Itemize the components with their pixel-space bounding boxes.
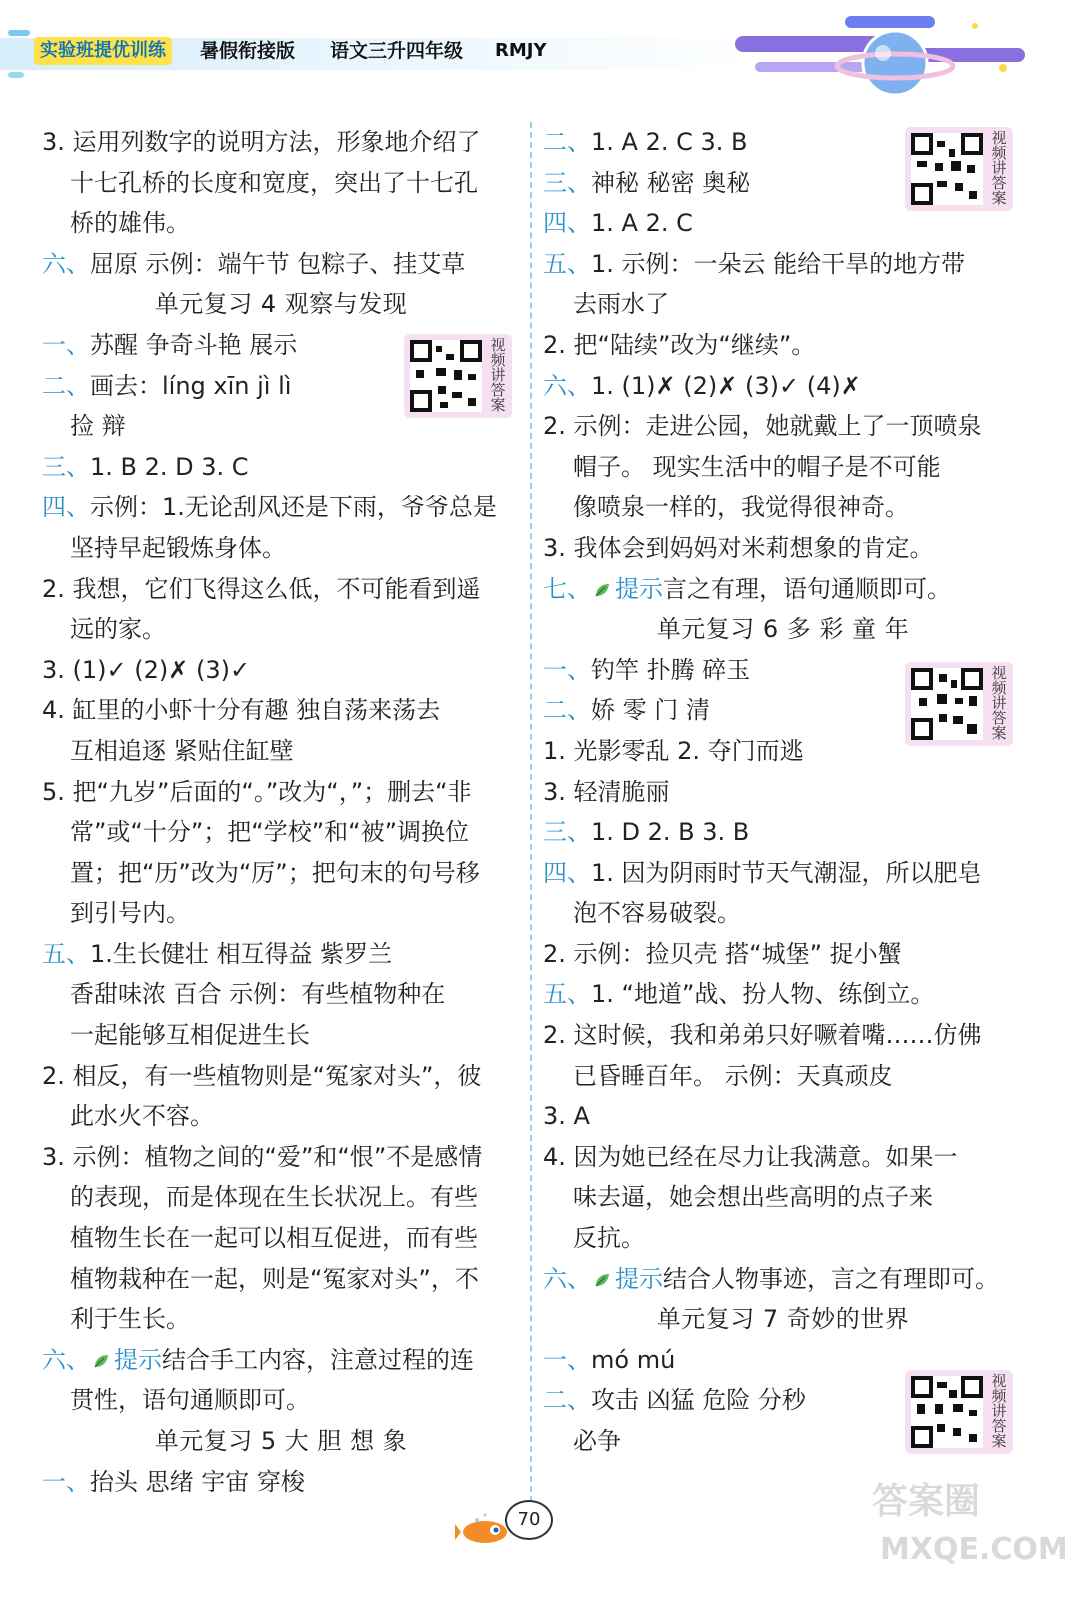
answer-line: 4. 缸里的小虾十分有趣 独自荡来荡去 — [42, 696, 441, 725]
qr-code-icon — [911, 133, 983, 205]
section-number: 六、 — [42, 249, 90, 278]
answer-text: 钓竿 扑腾 碎玉 — [591, 655, 751, 684]
answer-line — [543, 974, 1023, 1015]
answer-line: 坚持早起锻炼身体。 — [70, 533, 286, 562]
section-number: 一、 — [42, 330, 90, 359]
answer-text: 1. 示例：一朵云 能给干旱的地方带 — [591, 249, 966, 278]
answer-line: 2. 把“陆续”改为“继续”。 — [543, 330, 816, 359]
answer-line: 置；把“历”改为“厉”；把句末的句号移 — [70, 858, 480, 887]
answer-line — [543, 366, 1023, 407]
hint-label: 提示 — [114, 1345, 162, 1374]
answer-line: 的表现，而是体现在生长状况上。有些 — [70, 1183, 478, 1212]
answer-line: 3. 我体会到妈妈对米莉想象的肯定。 — [543, 533, 934, 562]
answer-line: 泡不容易破裂。 — [573, 899, 741, 928]
answer-line: 已昏睡百年。 示例：天真顽皮 — [573, 1061, 893, 1090]
unit-heading: 单元复习 6 多 彩 童 年 — [656, 615, 910, 644]
answer-line: 互相追逐 紧贴住缸壁 — [70, 736, 294, 765]
section-number: 五、 — [543, 249, 591, 278]
answer-line — [543, 812, 1023, 853]
answer-line — [543, 244, 1023, 285]
video-qr-code[interactable] — [905, 1370, 1013, 1454]
left-column — [42, 122, 520, 1502]
answer-line: 2. 示例：走进公园，她就戴上了一顶喷泉 — [543, 412, 982, 441]
answer-line: 2. 我想，它们飞得这么低，不可能看到遥 — [42, 574, 481, 603]
answer-text: 屈原 示例：端午节 包粽子、挂艾草 — [90, 249, 466, 278]
answer-line — [42, 934, 520, 975]
answer-line — [543, 1259, 1023, 1300]
section-number: 三、 — [543, 818, 591, 847]
answer-line: 5. 把“九岁”后面的“。”改为“，”；删去“非 — [42, 777, 472, 806]
header-accent — [8, 72, 24, 78]
answer-line: 远的家。 — [70, 615, 166, 644]
answer-line: 一起能够互相促进生长 — [70, 1021, 310, 1050]
qr-label: 视频讲答案 — [991, 1372, 1007, 1450]
answer-line — [42, 487, 520, 528]
hint-label: 提示 — [615, 574, 663, 603]
section-number: 一、 — [543, 1345, 591, 1374]
answer-line: 帽子。 现实生活中的帽子是不可能 — [573, 452, 941, 481]
answer-text: 1. D 2. B 3. B — [591, 818, 750, 847]
watermark-url: MXQE.COM — [880, 1532, 1068, 1567]
hint-leaf-icon — [92, 1352, 110, 1370]
answer-line: 3. 示例：植物之间的“爱”和“恨”不是感情 — [42, 1142, 483, 1171]
answer-text: 1. A 2. C — [591, 209, 693, 238]
answer-line: 桥的雄伟。 — [70, 209, 190, 238]
answer-text: mó mú — [591, 1345, 676, 1374]
answer-line: 十七孔桥的长度和宽度，突出了十七孔 — [70, 168, 478, 197]
hint-leaf-icon — [593, 581, 611, 599]
answer-line: 到引号内。 — [70, 899, 190, 928]
answer-line — [42, 1340, 520, 1381]
section-number: 三、 — [543, 168, 591, 197]
unit-heading: 单元复习 7 奇妙的世界 — [656, 1305, 910, 1334]
qr-code-icon — [911, 668, 983, 740]
answer-text: 1. “地道”战、扮人物、练倒立。 — [591, 980, 935, 1009]
answer-line: 此水火不容。 — [70, 1102, 214, 1131]
section-number: 四、 — [543, 858, 591, 887]
answer-line: 香甜味浓 百合 示例：有些植物种在 — [70, 980, 446, 1009]
section-number: 一、 — [42, 1467, 90, 1496]
answer-text: 1. B 2. D 3. C — [90, 452, 249, 481]
video-qr-code[interactable] — [905, 662, 1013, 746]
section-number: 六、 — [543, 371, 591, 400]
answer-text: 苏醒 争奇斗艳 展示 — [90, 330, 298, 359]
section-number: 七、 — [543, 574, 591, 603]
answer-line: 3. 轻清脆丽 — [543, 777, 670, 806]
answer-line — [543, 853, 1023, 894]
section-number: 六、 — [543, 1264, 591, 1293]
hint-leaf-icon — [593, 1271, 611, 1289]
page-number: 70 — [505, 1500, 553, 1540]
answer-text: 结合手工内容，注意过程的连 — [162, 1345, 474, 1374]
answer-line: 反抗。 — [573, 1224, 645, 1253]
answer-text: 1.生长健壮 相互得益 紫罗兰 — [90, 939, 393, 968]
answer-text: 抬头 思绪 宇宙 穿梭 — [90, 1467, 305, 1496]
answer-line — [42, 447, 520, 488]
right-column — [543, 122, 1023, 1462]
page-header — [0, 0, 1073, 115]
answer-line: 3. 运用列数字的说明方法，形象地介绍了 — [42, 128, 481, 156]
answer-line: 捡 辩 — [70, 412, 126, 441]
section-number: 一、 — [543, 655, 591, 684]
answer-line: 1. 光影零乱 2. 夺门而逃 — [543, 736, 804, 765]
answer-line — [543, 569, 1023, 610]
answer-line: 去雨水了 — [573, 290, 669, 319]
section-number: 二、 — [42, 371, 90, 400]
section-number: 四、 — [543, 209, 591, 238]
qr-code-icon — [911, 1376, 983, 1448]
answer-text: 1. (1)✗ (2)✗ (3)✓ (4)✗ — [591, 371, 861, 400]
unit-heading: 单元复习 4 观察与发现 — [154, 290, 408, 319]
answer-line: 利于生长。 — [70, 1305, 190, 1334]
answer-line: 2. 相反，有一些植物则是“冤家对头”，彼 — [42, 1061, 482, 1090]
hint-label: 提示 — [615, 1264, 663, 1293]
section-number: 二、 — [543, 1386, 591, 1415]
qr-code-icon — [410, 340, 482, 412]
section-number: 五、 — [42, 939, 90, 968]
section-number: 五、 — [543, 980, 591, 1009]
publisher-code: RMJY — [495, 40, 547, 61]
answer-text: 1. A 2. C 3. B — [591, 128, 748, 156]
answer-line — [42, 1462, 520, 1503]
section-number: 二、 — [543, 128, 591, 156]
answer-text: 画去：líng xīn jì lì — [90, 371, 292, 400]
answer-text: 示例：1.无论刮风还是下雨，爷爷总是 — [90, 493, 497, 522]
answer-line — [42, 244, 520, 285]
video-qr-code[interactable] — [404, 334, 512, 418]
answer-text: 神秘 秘密 奥秘 — [591, 168, 751, 197]
qr-label: 视频讲答案 — [490, 336, 506, 414]
answer-line: 像喷泉一样的，我觉得很神奇。 — [573, 493, 909, 522]
section-number: 二、 — [543, 696, 591, 725]
unit-heading: 单元复习 5 大 胆 想 象 — [154, 1427, 408, 1455]
answer-text: 结合人物事迹，言之有理即可。 — [663, 1264, 999, 1293]
answer-text: 言之有理，语句通顺即可。 — [663, 574, 951, 603]
answer-line: 2. 示例：捡贝壳 搭“城堡” 捉小蟹 — [543, 939, 902, 968]
section-number: 三、 — [42, 452, 90, 481]
answer-text: 1. 因为阴雨时节天气潮湿，所以肥皂 — [591, 858, 982, 887]
answer-line: 植物生长在一起可以相互促进，而有些 — [70, 1224, 478, 1253]
answer-line: 必争 — [573, 1427, 621, 1455]
section-number: 六、 — [42, 1345, 90, 1374]
header-accent — [8, 30, 30, 36]
section-number: 四、 — [42, 493, 90, 522]
planet-illustration-icon — [735, 8, 1035, 108]
edition-label: 暑假衔接版 — [200, 40, 296, 62]
answer-line: 2. 这时候，我和弟弟只好噘着嘴……仿佛 — [543, 1021, 982, 1050]
watermark-logo: 答案圈 — [872, 1481, 981, 1522]
answer-line: 3. A — [543, 1102, 590, 1131]
answer-line: 味去逼，她会想出些高明的点子来 — [573, 1183, 933, 1212]
column-divider — [530, 122, 532, 1502]
answer-text: 攻击 凶猛 危险 分秒 — [591, 1386, 806, 1415]
grade-label: 语文三升四年级 — [330, 40, 464, 62]
answer-line: 植物栽种在一起，则是“冤家对头”，不 — [70, 1264, 479, 1293]
answer-line: 4. 因为她已经在尽力让我满意。如果一 — [543, 1142, 958, 1171]
answer-text: 娇 零 门 清 — [591, 696, 710, 725]
qr-label: 视频讲答案 — [991, 664, 1007, 742]
answer-line: 常”或“十分”；把“学校”和“被”调换位 — [70, 818, 470, 847]
answer-line: 3. (1)✓ (2)✗ (3)✓ — [42, 655, 251, 684]
series-title: 实验班提优训练 — [34, 37, 172, 65]
video-qr-code[interactable] — [905, 127, 1013, 211]
answer-line: 贯性，语句通顺即可。 — [70, 1386, 310, 1415]
qr-label: 视频讲答案 — [991, 129, 1007, 207]
